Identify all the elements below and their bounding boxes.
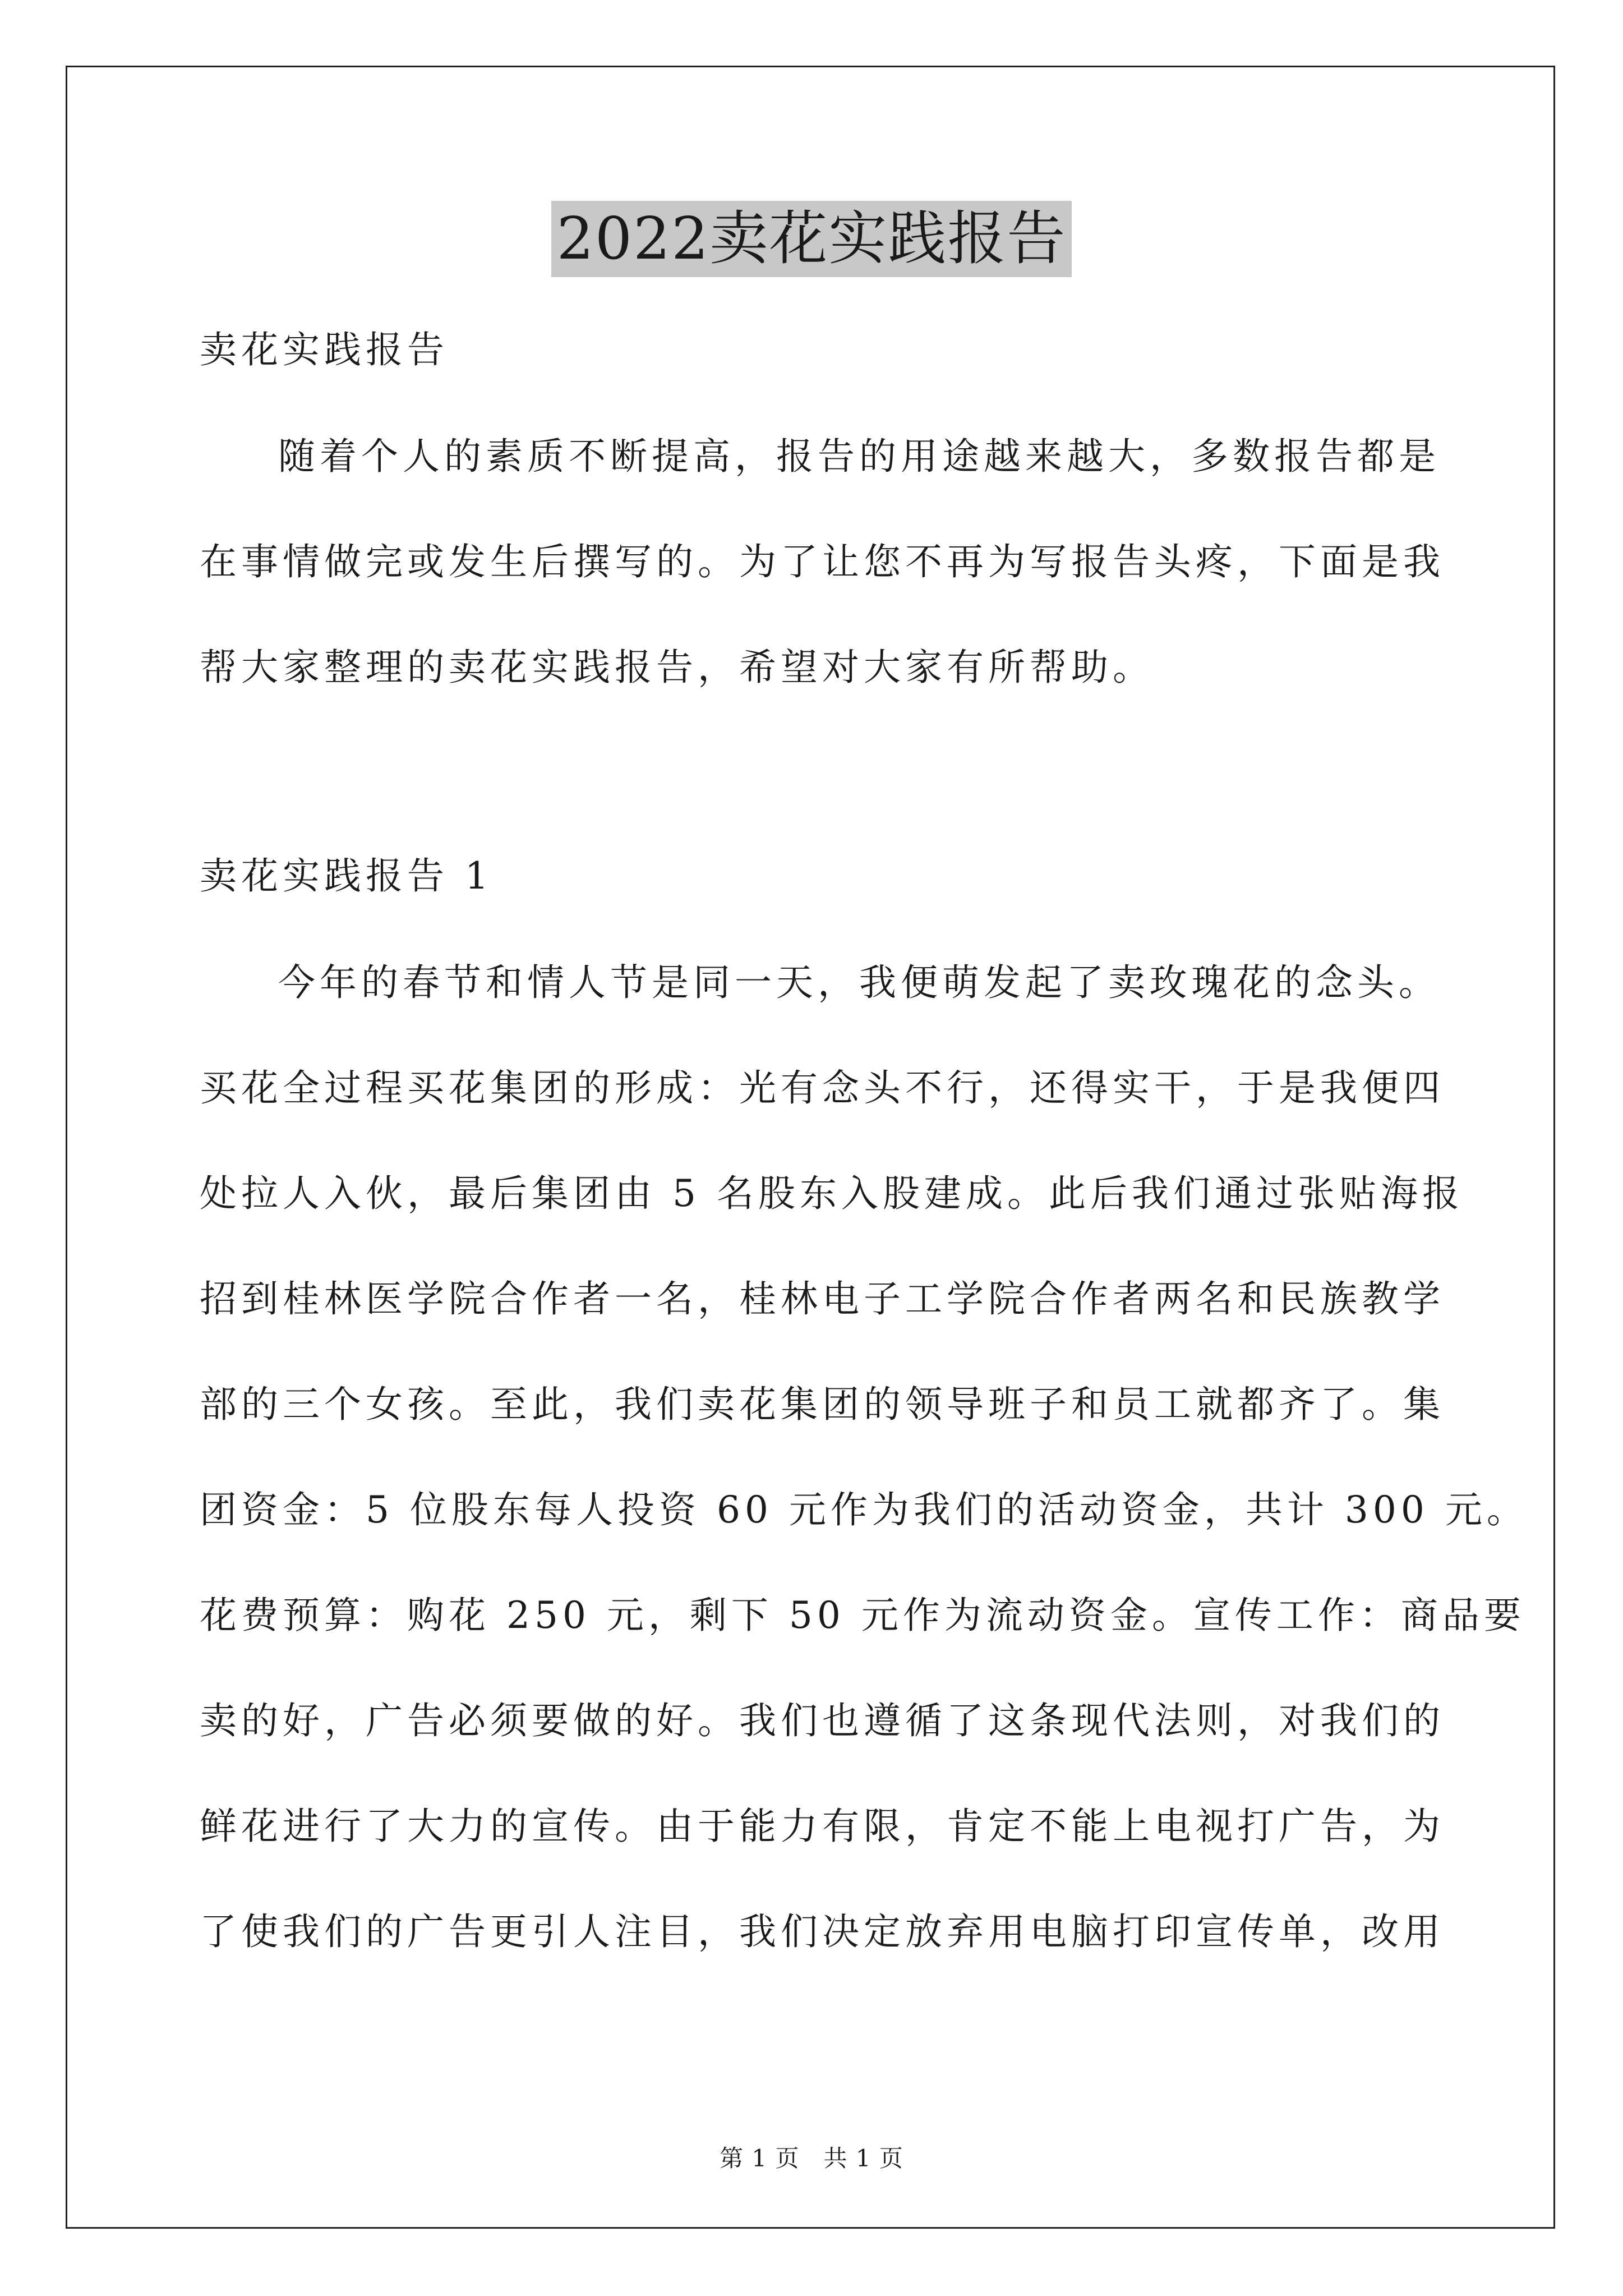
- body-line-4: 招到桂林医学院合作者一名，桂林电子工学院合作者两名和民族教学: [200, 1277, 1445, 1320]
- body-line-8: 卖的好，广告必须要做的好。我们也遵循了这条现代法则，对我们的: [200, 1699, 1445, 1742]
- title-container: [0, 201, 1623, 277]
- intro-line-1: 随着个人的素质不断提高，报告的用途越来越大，多数报告都是: [278, 435, 1440, 478]
- body-line-5: 部的三个女孩。至此，我们卖花集团的领导班子和员工就都齐了。集: [200, 1383, 1445, 1426]
- body-line-7: 花费预算：购花 250 元，剩下 50 元作为流动资金。宣传工作：商品要: [200, 1594, 1525, 1637]
- body-line-6: 团资金：5 位股东每人投资 60 元作为我们的活动资金，共计 300 元。: [200, 1488, 1528, 1531]
- body-line-3: 处拉人入伙，最后集团由 5 名股东入股建成。此后我们通过张贴海报: [200, 1172, 1464, 1215]
- intro-line-2: 在事情做完或发生后撰写的。为了让您不再为写报告头疼，下面是我: [200, 540, 1445, 583]
- body-line-9: 鲜花进行了大力的宣传。由于能力有限，肯定不能上电视打广告，为: [200, 1805, 1445, 1848]
- intro-line-3: 帮大家整理的卖花实践报告，希望对大家有所帮助。: [200, 646, 1154, 689]
- body-line-1: 今年的春节和情人节是同一天，我便萌发起了卖玫瑰花的念头。: [278, 961, 1440, 1004]
- section-heading: 卖花实践报告 1: [200, 854, 493, 898]
- document-title: 2022卖花实践报告: [551, 201, 1072, 277]
- body-line-10: 了使我们的广告更引人注目，我们决定放弃用电脑打印宣传单，改用: [200, 1910, 1445, 1953]
- subtitle: 卖花实践报告: [200, 328, 449, 371]
- page-footer: 第 1 页 共 1 页: [720, 2145, 903, 2172]
- body-line-2: 买花全过程买花集团的形成：光有念头不行，还得实干，于是我便四: [200, 1066, 1445, 1110]
